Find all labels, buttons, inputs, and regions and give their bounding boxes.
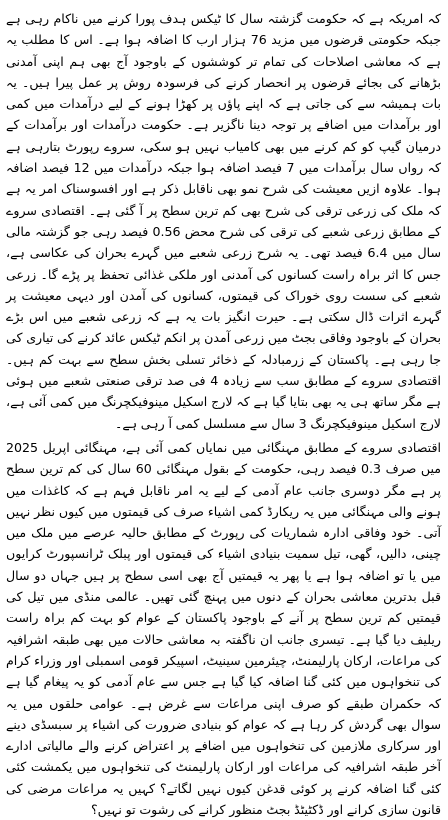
article-paragraph: کہ امریکہ ہے کہ حکومت گزشتہ سال کا ٹیکس ہدف پورا کرنے میں ناکام رہی ہے جبکہ حکومتی قرضوں میں مزید 76 ہزار ارب کا اضافہ ہوا ہے۔ اس کا مطلب یہ ہے کہ معاشی اصلاحات کی تمام تر کوششوں کے باوجود آج بھی ہم اپنی آمدنی بڑھانے کی بجائے قرضوں پر انحصار کرنے کی فرسودہ روش پر عمل پیرا ہیں۔ یہ بات ہمیشہ سے کی جاتی ہے کہ اپنے پاؤں پر کھڑا ہونے کے لیے درآمدات میں کمی اور برآمدات میں اضافے پر توجہ دینا ناگزیر ہے۔ حکومت درآمدات اور برآمدات کے درمیان گیپ کو کم کرنے میں بھی کامیاب نہیں ہو سکی، سروے رپورٹ بتارہی ہے کہ رواں سال برآمدات میں 7 فیصد اضافہ ہوا جبکہ درآمدات میں 12 فیصد اضافہ ہوا۔ علاوہ ازیں معیشت کی شرح نمو بھی ناقابل ذکر ہے اور افسوسناک امر یہ ہے کہ ملک کی زرعی ترقی کی شرح بھی کم ترین سطح پر آ گئی ہے۔ اقتصادی سروے کے مطابق زرعی شعبے کی ترقی کی شرح محض 0.56 فیصد رہی جو گزشتہ مالی سال میں 6.4 فیصد تھی۔ یہ شرح زرعی شعبے میں گہرے بحران کی عکاسی ہے، جس کا اثر براہ راست کسانوں کی آمدنی اور ملکی غذائی تحفظ پر پڑے گا۔ زرعی شعبے کی سست روی خوراک کی قیمتوں، کسانوں کی آمدن اور دیہی معیشت پر گہرے اثرات ڈال سکتی ہے۔ حیرت انگیز بات یہ ہے کہ زرعی شعبے میں اس بڑے بحران کے باوجود وفاقی بجٹ میں زرعی آمدن پر انکم ٹیکس عائد کرنے کی تیاری کی جا رہی ہے۔ پاکستان کے زرمبادلہ کے ذخائر تسلی بخش سطح سے بہت کم ہیں۔ اقتصادی سروے کے مطابق سب سے زیادہ 4 فی صد ترقی صنعتی شعبے میں ہوئی ہے مگر ساتھ ہی یہ بھی بتایا گیا ہے کہ لارج اسکیل مینوفیکچرنگ میں کمی آئی ہے، لارج اسکیل مینوفیکچرنگ 3 سال سے مسلسل کمی آ رہی ہے۔ — [6, 11, 442, 431]
article-paragraph: اقتصادی سروے کے مطابق مہنگائی میں نمایاں کمی آئی ہے، مہنگائی اپریل 2025 میں صرف 0.3 فیصد رہی، حکومت کے بقول مہنگائی 60 سال کی کم ترین سطح پر ہے مگر دوسری جانب عام آدمی کے لیے یہ امر ناقابل فہم ہے کہ کاغذات میں ہونے والی مہنگائی میں یہ ریکارڈ کمی اشیاء صرف کی قیمتوں میں کیوں نظر نہیں آتی۔ خود وفاقی ادارہ شماریات کی رپورٹ کے مطابق حالیہ عرصے میں ملک میں چینی، دالیں، گھی، تیل سمیت بنیادی اشیاء کی قیمتوں اور پبلک ٹرانسپورٹ کرایوں میں یا تو اضافہ ہوا ہے یا پھر یہ قیمتیں آج بھی اسی سطح پر ہیں جہاں دو سال قبل بدترین معاشی بحران کے دنوں میں پہنچ گئی تھیں۔ عالمی منڈی میں تیل کی قیمتیں کم ترین سطح پر آنے کے باوجود پاکستان کے عوام کو بہت کم براہ راست ریلیف دیا گیا ہے۔ تیسری جانب ان ناگفتہ بہ معاشی حالات میں بھی طبقہ اشرافیہ کی مراعات، ارکان پارلیمنٹ، چیئرمین سینیٹ، اسپیکر قومی اسمبلی اور وزراء کرام کی تنخواہوں میں کئی گنا اضافہ کیا گیا ہے جس سے عام آدمی کو یہ پیغام گیا ہے کہ حکمران طبقے کو صرف اپنی مراعات سے غرض ہے۔ عوامی حلقوں میں یہ سوال بھی گردش کر رہا ہے کہ عوام کو بنیادی ضرورت کی اشیاء پر سبسڈی دینے اور سرکاری ملازمین کی تنخواہوں میں اضافے پر اعتراض کرنے والے مالیاتی ادارے آخر طبقہ اشرافیہ کی مراعات اور ارکان پارلیمنٹ کی تنخواہوں میں یکمشت کئی کئی گنا اضافہ کرنے پر کوئی قدغن کیوں نہیں لگاتے؟ کہیں یہ مراعات مرضی کی قانون سازی کرانے اور ڈکٹیٹڈ بجٹ منظور کرانے کی رشوت تو نہیں؟ — [6, 439, 442, 817]
